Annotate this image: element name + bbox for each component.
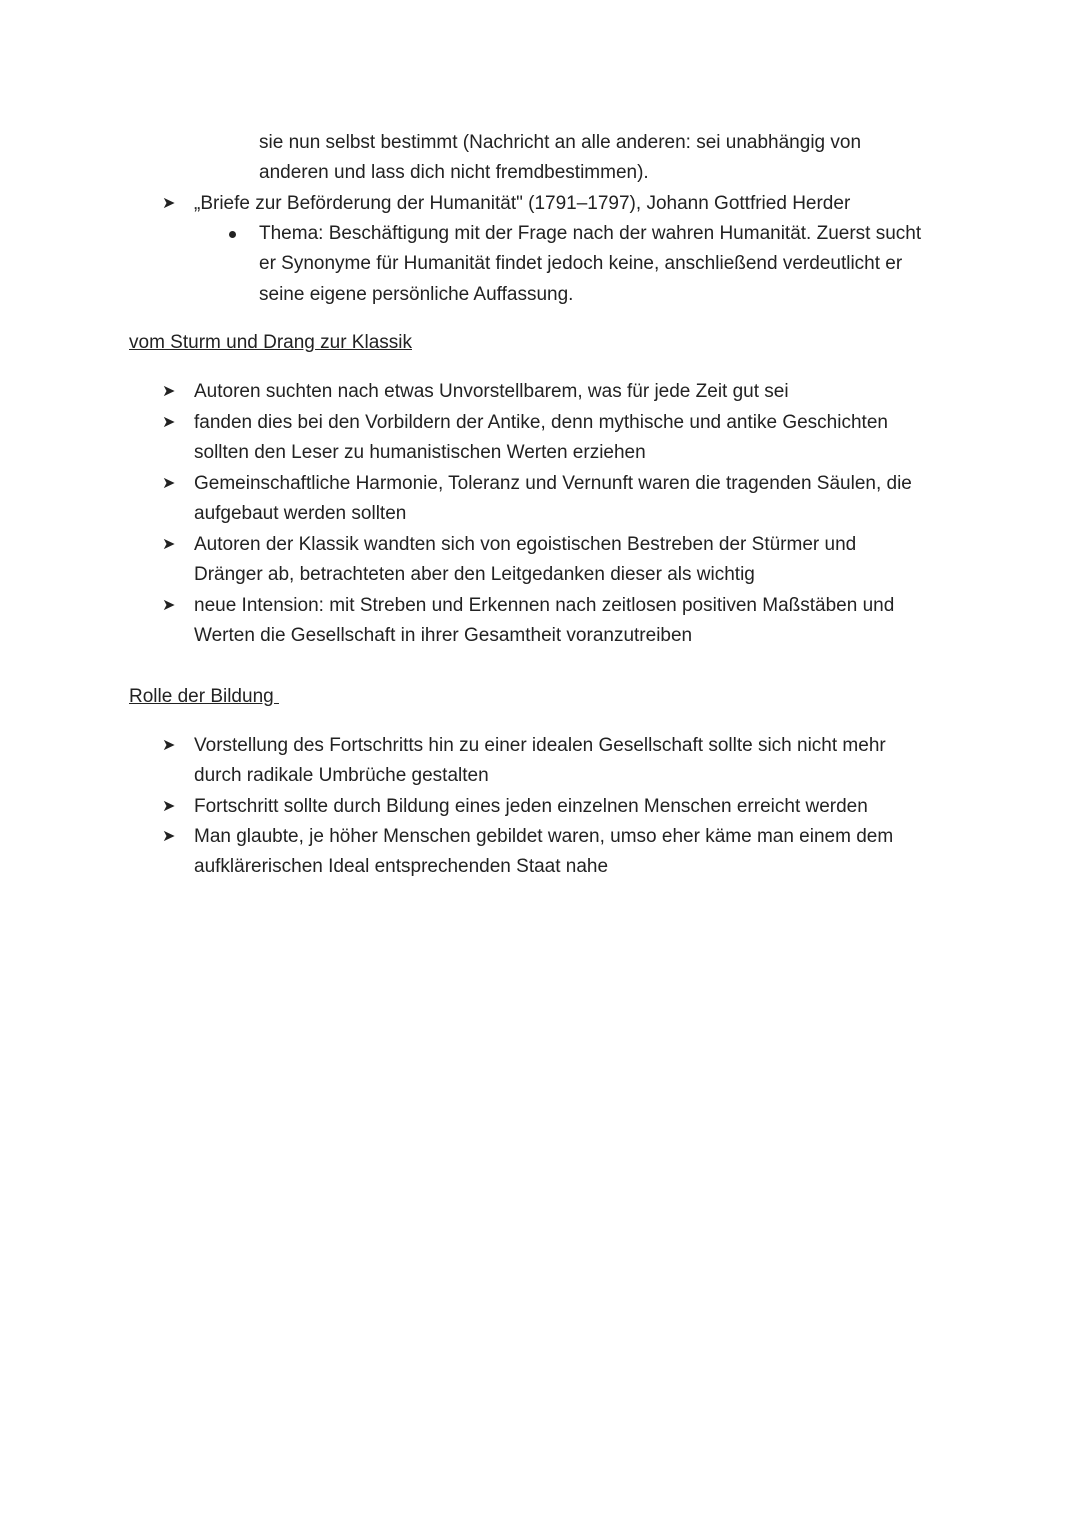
- arrow-bullet-icon: ➤: [162, 828, 176, 845]
- list-item: Gemeinschaftliche Harmonie, Toleranz und Vernunft waren die tragenden Säulen, die: [194, 473, 912, 494]
- section-heading-bildung: Rolle der Bildung: [129, 686, 279, 707]
- arrow-bullet-icon: ➤: [162, 737, 176, 754]
- list-item: Autoren suchten nach etwas Unvorstellbarem, was für jede Zeit gut sei: [194, 381, 789, 402]
- list-item-continuation: durch radikale Umbrüche gestalten: [194, 765, 489, 786]
- sub-list-item-line: seine eigene persönliche Auffassung.: [259, 284, 574, 305]
- arrow-bullet-icon: ➤: [162, 383, 176, 400]
- list-item-continuation: sollten den Leser zu humanistischen Werten erziehen: [194, 442, 646, 463]
- arrow-bullet-icon: ➤: [162, 597, 176, 614]
- section-heading-klassik: vom Sturm und Drang zur Klassik: [129, 332, 412, 353]
- sub-list-item-line: Thema: Beschäftigung mit der Frage nach der wahren Humanität. Zuerst sucht: [259, 223, 922, 244]
- arrow-bullet-icon: ➤: [162, 536, 176, 553]
- list-item-continuation: aufgebaut werden sollten: [194, 503, 407, 524]
- intro-continuation-line: anderen und lass dich nicht fremdbestimmen).: [259, 162, 649, 183]
- list-item: neue Intension: mit Streben und Erkennen nach zeitlosen positiven Maßstäben und: [194, 595, 895, 616]
- list-item-continuation: Dränger ab, betrachteten aber den Leitgedanken dieser als wichtig: [194, 564, 755, 585]
- list-item-continuation: Werten die Gesellschaft in ihrer Gesamtheit voranzutreiben: [194, 625, 693, 646]
- list-item: fanden dies bei den Vorbildern der Antike, denn mythische und antike Geschichten: [194, 412, 888, 433]
- list-item: Fortschritt sollte durch Bildung eines jeden einzelnen Menschen erreicht werden: [194, 796, 868, 817]
- arrow-bullet-icon: ➤: [162, 798, 176, 815]
- dot-bullet-icon: [229, 231, 236, 238]
- list-item: Man glaubte, je höher Menschen gebildet waren, umso eher käme man einem dem: [194, 826, 894, 847]
- intro-continuation-line: sie nun selbst bestimmt (Nachricht an alle anderen: sei unabhängig von: [259, 132, 862, 153]
- list-item: Autoren der Klassik wandten sich von egoistischen Bestreben der Stürmer und: [194, 534, 857, 555]
- list-item: Vorstellung des Fortschritts hin zu einer idealen Gesellschaft sollte sich nicht mehr: [194, 735, 886, 756]
- sub-list-item-line: er Synonyme für Humanität findet jedoch keine, anschließend verdeutlicht er: [259, 253, 903, 274]
- list-item-continuation: aufklärerischen Ideal entsprechenden Staat nahe: [194, 856, 609, 877]
- arrow-bullet-icon: ➤: [162, 195, 176, 212]
- list-item-herder: „Briefe zur Beförderung der Humanität" (1791–1797), Johann Gottfried Herder: [194, 193, 851, 214]
- arrow-bullet-icon: ➤: [162, 475, 176, 492]
- arrow-bullet-icon: ➤: [162, 414, 176, 431]
